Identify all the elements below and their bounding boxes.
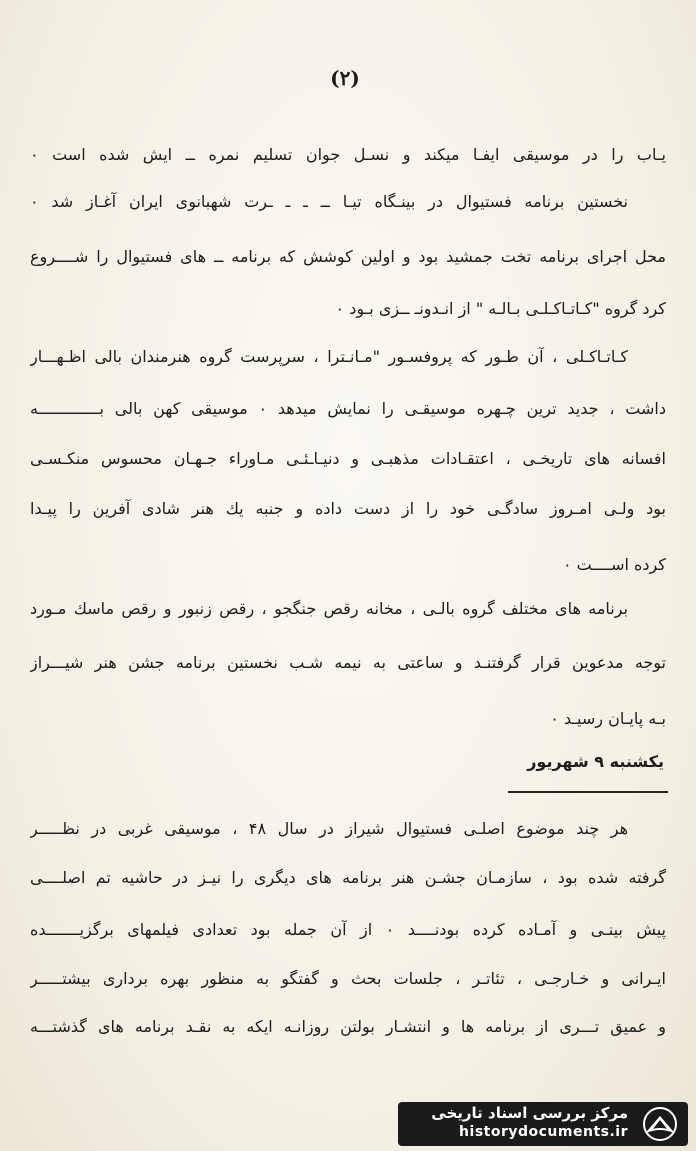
- watermark-banner[interactable]: [398, 1102, 688, 1146]
- text-line-13: هر چند موضوع اصلـی فستیوال شیراز در سال ۴۸ ، موسیقی غربی در نظـــــر: [30, 819, 628, 838]
- text-line-9: کرده اســــت ۰: [562, 555, 666, 574]
- text-line-10: برنامه های مختلف گروه بالـی ، مخانه رقص جنگجو ، رقص زنبور و رقص ماسك مـورد: [30, 599, 628, 618]
- page-number: (۲): [330, 66, 360, 90]
- text-line-14: گرفته شده بود ، سازمـان جشـن هنر برنامه های دیگری را نیـز در حاشیه تم اصلــــی: [30, 868, 666, 887]
- text-line-11: توجه مدعوین قرار گرفتنـد و ساعتی به نیمه شـب نخستین برنامه جشن هنر شیـــراز: [30, 653, 666, 672]
- book-logo-icon: [636, 1106, 682, 1142]
- text-line-5: کـاتـاکـلی ، آن طـور که پروفسـور "مـانـترا ، سرپرست گروه هنرمندان بالی اظـهـــار: [30, 347, 628, 366]
- text-line-8: بود ولـی امـروز سادگـی خود را از دست داده و جنبه یك هنر شادی آفرین را پیـدا: [30, 499, 666, 518]
- text-line-3: محل اجرای برنامه تخت جمشید بود و اولین کوشش که برنامه ــ های فستیوال را شــــروع: [30, 247, 666, 266]
- watermark-title: مرکز بررسی اسناد تاریخی: [431, 1104, 628, 1122]
- heading-underline: [508, 791, 668, 793]
- text-line-4: کرد گروه "کـاتـاکـلـی بـالـه " از انـدونـ ــزی بـود ۰: [335, 299, 666, 318]
- text-line-16: ایـرانی و خـارجـی ، تئاتـر ، جلسات بحث و گفتگو به منظور بهره برداری بیشتـــــر: [30, 969, 666, 988]
- text-line-12: بـه پایـان رسیـد ۰: [550, 709, 666, 728]
- text-line-17: و عمیق تـــری از برنامه ها و انتشـار بولتن روزانـه ایکه به نقـد برنامه های گذشتـــه: [30, 1017, 666, 1036]
- text-line-2: نخستین برنامه فستیوال در بینـگاه تیـا ــ ـ ـ ـرت شهبانوی ایران آغـاز شد ۰: [30, 192, 628, 211]
- watermark-url[interactable]: historydocuments.ir: [459, 1124, 628, 1140]
- date-heading: یکشنبه ۹ شهریور: [527, 752, 664, 771]
- text-line-15: پیش بینـی و آمـاده کرده بودنــــد ۰ از آن جمله بود تعدادی فیلمهای برگزیـــــــده: [30, 920, 666, 939]
- text-line-7: افسانه های تاریخـی ، اعتقـادات مذهبـی و دنیـاـئـی مـاوراء جـهـان محسوس منکـسـی: [30, 449, 666, 468]
- text-line-1: یـاب را در موسیقی ایفـا میکند و نسـل جوان تسلیم نمره ــ ایش شده است ۰: [30, 145, 666, 164]
- text-line-6: داشت ، جدید ترین چـهره موسیقـی را نمایش میدهد ۰ موسیقی کهن بالی بـــــــــــــه: [30, 399, 666, 418]
